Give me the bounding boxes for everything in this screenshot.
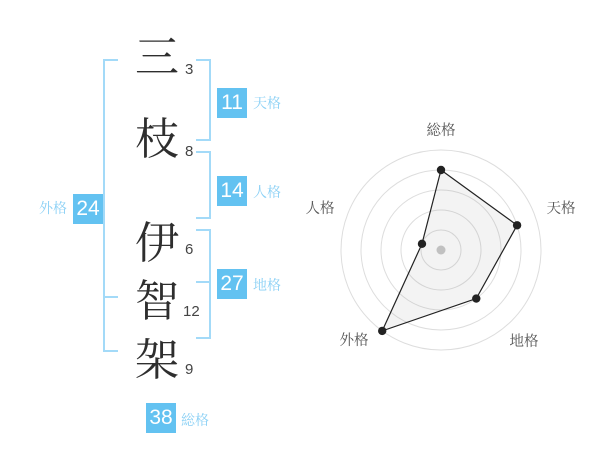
name-character: 三 — [135, 33, 179, 82]
soukaku-value-chip: 38 — [146, 403, 176, 433]
radar-data-point — [472, 294, 480, 302]
tenkaku-value-chip: 11 — [217, 88, 247, 118]
radar-axis-label: 天格 — [546, 201, 576, 217]
gaikaku-value-chip: 24 — [73, 194, 103, 224]
name-character: 枝 — [135, 115, 179, 164]
radar-data-point — [378, 327, 386, 335]
stroke-count: 9 — [185, 361, 194, 378]
radar-axis-label: 総格 — [426, 123, 456, 139]
radar-axis-label: 人格 — [305, 201, 335, 217]
radar-data-point — [513, 221, 521, 229]
name-character: 智 — [135, 277, 179, 326]
gaikaku-label: 外格 — [39, 200, 67, 216]
chikaku-label: 地格 — [253, 277, 281, 293]
stroke-count: 12 — [183, 303, 200, 320]
chikaku-value-chip: 27 — [217, 269, 247, 299]
soukaku-label: 総格 — [181, 412, 209, 428]
tenkaku-label: 天格 — [253, 95, 281, 111]
radar-chart — [290, 100, 600, 370]
radar-axis-label: 地格 — [509, 334, 539, 350]
stroke-count: 3 — [185, 61, 194, 78]
jinkaku-value-chip: 14 — [217, 176, 247, 206]
radar-data-point — [437, 166, 445, 174]
radar-axis-label: 外格 — [339, 333, 369, 349]
stroke-count: 8 — [185, 143, 194, 160]
name-character: 架 — [135, 336, 179, 385]
stroke-count: 6 — [185, 241, 194, 258]
jinkaku-label: 人格 — [253, 184, 281, 200]
radar-data-point — [418, 240, 426, 248]
name-character: 伊 — [135, 219, 179, 268]
